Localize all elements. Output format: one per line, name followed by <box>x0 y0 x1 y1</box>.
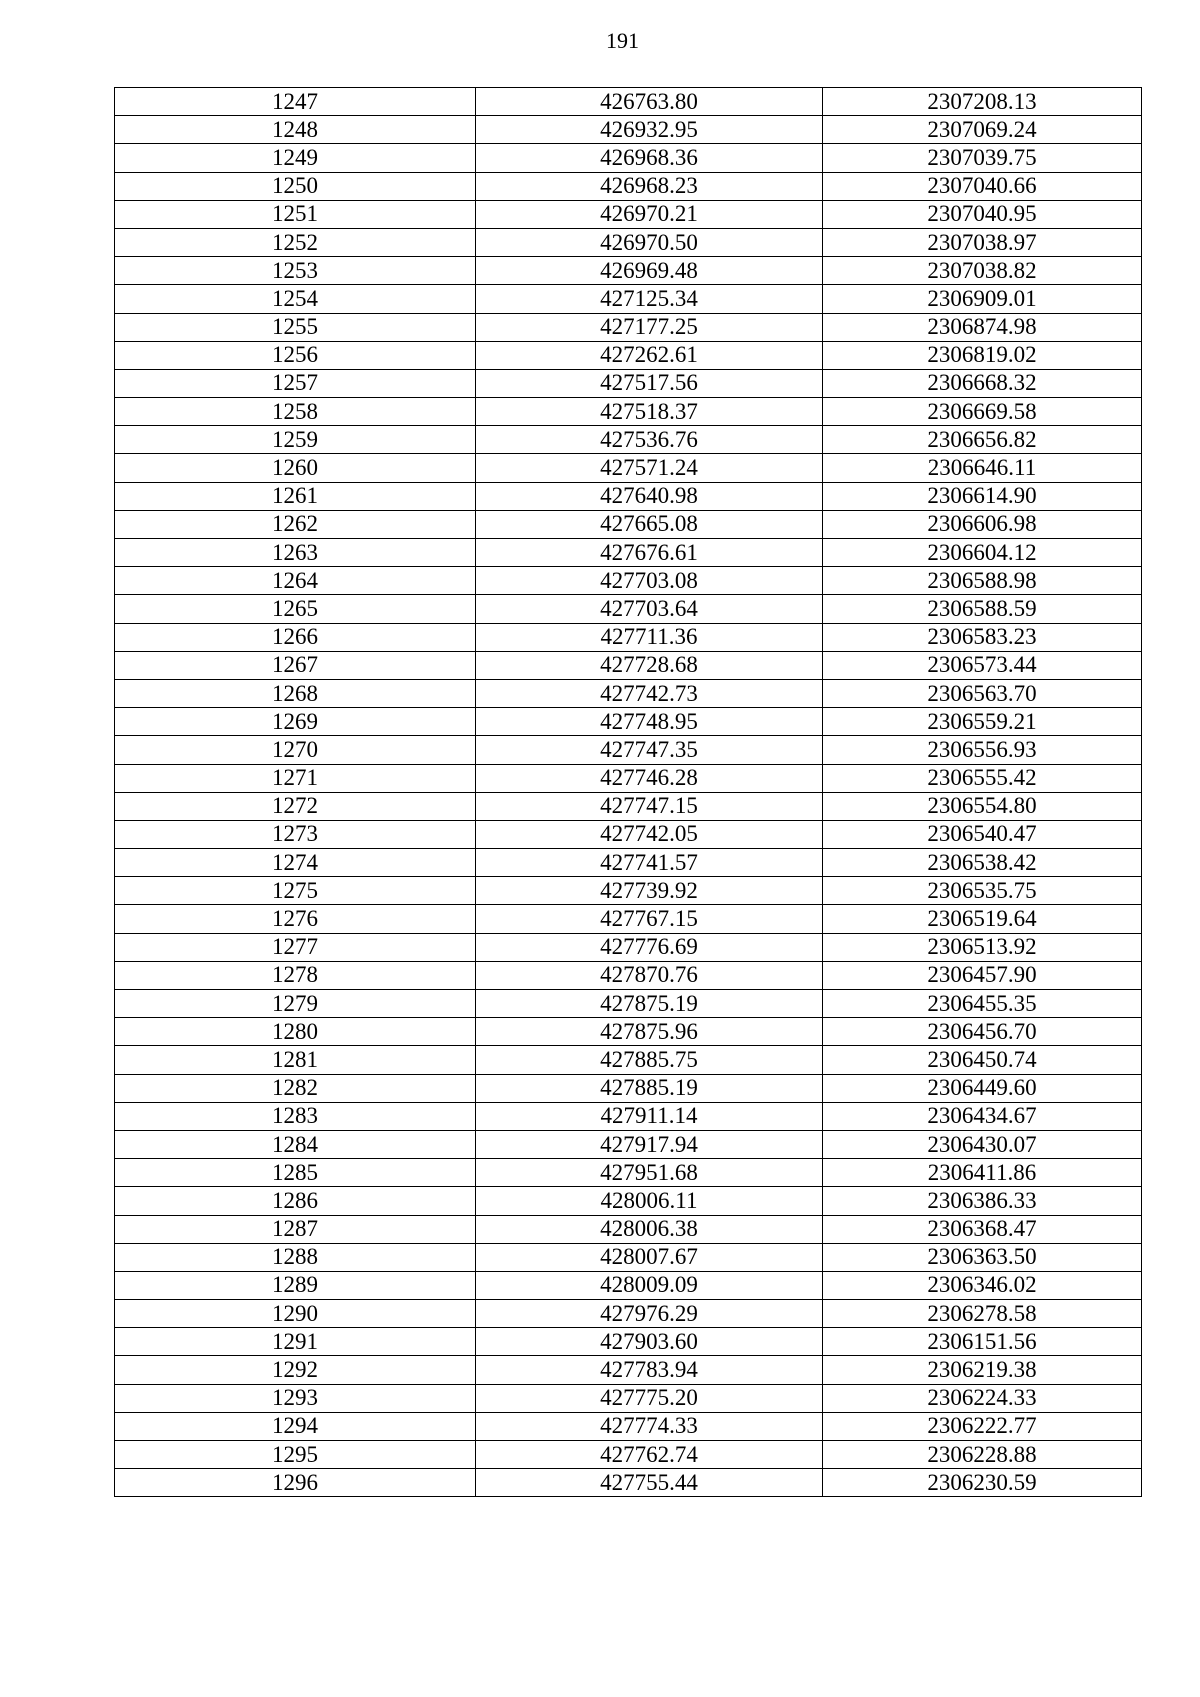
point-number-cell: 1261 <box>115 482 476 510</box>
y-coordinate-cell: 2306646.11 <box>823 454 1142 482</box>
y-coordinate-cell: 2306513.92 <box>823 933 1142 961</box>
x-coordinate-cell: 426763.80 <box>476 88 823 116</box>
point-number-cell: 1294 <box>115 1412 476 1440</box>
x-coordinate-cell: 426968.36 <box>476 144 823 172</box>
table-row <box>115 482 1142 510</box>
x-coordinate-cell: 427125.34 <box>476 285 823 313</box>
table-row <box>115 341 1142 369</box>
x-coordinate-cell: 427747.15 <box>476 792 823 820</box>
table-row <box>115 736 1142 764</box>
point-number-cell: 1258 <box>115 398 476 426</box>
x-coordinate-cell: 428009.09 <box>476 1271 823 1299</box>
x-coordinate-cell: 428006.38 <box>476 1215 823 1243</box>
y-coordinate-cell: 2306228.88 <box>823 1441 1142 1469</box>
point-number-cell: 1289 <box>115 1271 476 1299</box>
table-row <box>115 651 1142 679</box>
table-row <box>115 708 1142 736</box>
point-number-cell: 1253 <box>115 257 476 285</box>
y-coordinate-cell: 2306449.60 <box>823 1074 1142 1102</box>
table-row <box>115 877 1142 905</box>
table-row <box>115 116 1142 144</box>
point-number-cell: 1274 <box>115 849 476 877</box>
table-row <box>115 1130 1142 1158</box>
x-coordinate-cell: 427917.94 <box>476 1130 823 1158</box>
point-number-cell: 1292 <box>115 1356 476 1384</box>
y-coordinate-cell: 2306540.47 <box>823 820 1142 848</box>
y-coordinate-cell: 2306668.32 <box>823 369 1142 397</box>
y-coordinate-cell: 2306559.21 <box>823 708 1142 736</box>
x-coordinate-cell: 427767.15 <box>476 905 823 933</box>
point-number-cell: 1262 <box>115 510 476 538</box>
y-coordinate-cell: 2306554.80 <box>823 792 1142 820</box>
table-row <box>115 905 1142 933</box>
table-row <box>115 1384 1142 1412</box>
y-coordinate-cell: 2306656.82 <box>823 426 1142 454</box>
y-coordinate-cell: 2306563.70 <box>823 679 1142 707</box>
x-coordinate-cell: 427742.73 <box>476 679 823 707</box>
y-coordinate-cell: 2306224.33 <box>823 1384 1142 1412</box>
x-coordinate-cell: 427517.56 <box>476 369 823 397</box>
point-number-cell: 1263 <box>115 539 476 567</box>
point-number-cell: 1264 <box>115 567 476 595</box>
x-coordinate-cell: 427911.14 <box>476 1102 823 1130</box>
y-coordinate-cell: 2306151.56 <box>823 1328 1142 1356</box>
table-row <box>115 1300 1142 1328</box>
table-row <box>115 285 1142 313</box>
point-number-cell: 1268 <box>115 679 476 707</box>
x-coordinate-cell: 427875.96 <box>476 1018 823 1046</box>
table-row <box>115 1187 1142 1215</box>
table-row <box>115 1356 1142 1384</box>
y-coordinate-cell: 2306669.58 <box>823 398 1142 426</box>
x-coordinate-cell: 427640.98 <box>476 482 823 510</box>
y-coordinate-cell: 2306606.98 <box>823 510 1142 538</box>
point-number-cell: 1265 <box>115 595 476 623</box>
x-coordinate-cell: 427951.68 <box>476 1159 823 1187</box>
x-coordinate-cell: 427755.44 <box>476 1469 823 1497</box>
x-coordinate-cell: 427703.08 <box>476 567 823 595</box>
x-coordinate-cell: 427776.69 <box>476 933 823 961</box>
x-coordinate-cell: 427518.37 <box>476 398 823 426</box>
y-coordinate-cell: 2306222.77 <box>823 1412 1142 1440</box>
point-number-cell: 1249 <box>115 144 476 172</box>
table-row <box>115 228 1142 256</box>
x-coordinate-cell: 426970.21 <box>476 200 823 228</box>
y-coordinate-cell: 2306386.33 <box>823 1187 1142 1215</box>
table-row <box>115 144 1142 172</box>
y-coordinate-cell: 2306614.90 <box>823 482 1142 510</box>
table-row <box>115 257 1142 285</box>
point-number-cell: 1269 <box>115 708 476 736</box>
point-number-cell: 1282 <box>115 1074 476 1102</box>
y-coordinate-cell: 2306556.93 <box>823 736 1142 764</box>
table-row <box>115 933 1142 961</box>
y-coordinate-cell: 2307040.66 <box>823 172 1142 200</box>
x-coordinate-cell: 427536.76 <box>476 426 823 454</box>
y-coordinate-cell: 2306278.58 <box>823 1300 1142 1328</box>
y-coordinate-cell: 2306588.59 <box>823 595 1142 623</box>
table-row <box>115 849 1142 877</box>
table-row <box>115 1469 1142 1497</box>
table-row <box>115 369 1142 397</box>
x-coordinate-cell: 427903.60 <box>476 1328 823 1356</box>
point-number-cell: 1277 <box>115 933 476 961</box>
y-coordinate-cell: 2306457.90 <box>823 961 1142 989</box>
x-coordinate-cell: 426932.95 <box>476 116 823 144</box>
point-number-cell: 1256 <box>115 341 476 369</box>
point-number-cell: 1291 <box>115 1328 476 1356</box>
point-number-cell: 1286 <box>115 1187 476 1215</box>
table-row <box>115 1271 1142 1299</box>
point-number-cell: 1287 <box>115 1215 476 1243</box>
x-coordinate-cell: 427741.57 <box>476 849 823 877</box>
coordinates-table <box>114 87 1142 1497</box>
table-row <box>115 1328 1142 1356</box>
x-coordinate-cell: 426968.23 <box>476 172 823 200</box>
table-row <box>115 792 1142 820</box>
table-row <box>115 567 1142 595</box>
point-number-cell: 1259 <box>115 426 476 454</box>
y-coordinate-cell: 2307069.24 <box>823 116 1142 144</box>
point-number-cell: 1279 <box>115 990 476 1018</box>
x-coordinate-cell: 426970.50 <box>476 228 823 256</box>
y-coordinate-cell: 2306368.47 <box>823 1215 1142 1243</box>
table-row <box>115 398 1142 426</box>
y-coordinate-cell: 2306346.02 <box>823 1271 1142 1299</box>
x-coordinate-cell: 427571.24 <box>476 454 823 482</box>
point-number-cell: 1276 <box>115 905 476 933</box>
x-coordinate-cell: 427875.19 <box>476 990 823 1018</box>
table-row <box>115 88 1142 116</box>
table-row <box>115 510 1142 538</box>
x-coordinate-cell: 427748.95 <box>476 708 823 736</box>
point-number-cell: 1284 <box>115 1130 476 1158</box>
table-row <box>115 595 1142 623</box>
table-row <box>115 426 1142 454</box>
y-coordinate-cell: 2307208.13 <box>823 88 1142 116</box>
point-number-cell: 1255 <box>115 313 476 341</box>
table-row <box>115 1074 1142 1102</box>
point-number-cell: 1251 <box>115 200 476 228</box>
table-row <box>115 454 1142 482</box>
point-number-cell: 1260 <box>115 454 476 482</box>
x-coordinate-cell: 427976.29 <box>476 1300 823 1328</box>
y-coordinate-cell: 2306455.35 <box>823 990 1142 1018</box>
y-coordinate-cell: 2306434.67 <box>823 1102 1142 1130</box>
table-row <box>115 990 1142 1018</box>
x-coordinate-cell: 427762.74 <box>476 1441 823 1469</box>
coordinates-table-body <box>115 88 1142 1497</box>
x-coordinate-cell: 428007.67 <box>476 1243 823 1271</box>
point-number-cell: 1288 <box>115 1243 476 1271</box>
point-number-cell: 1250 <box>115 172 476 200</box>
table-row <box>115 539 1142 567</box>
x-coordinate-cell: 427665.08 <box>476 510 823 538</box>
y-coordinate-cell: 2307040.95 <box>823 200 1142 228</box>
point-number-cell: 1248 <box>115 116 476 144</box>
point-number-cell: 1295 <box>115 1441 476 1469</box>
x-coordinate-cell: 427885.19 <box>476 1074 823 1102</box>
table-row <box>115 1046 1142 1074</box>
y-coordinate-cell: 2306573.44 <box>823 651 1142 679</box>
table-row <box>115 1215 1142 1243</box>
point-number-cell: 1290 <box>115 1300 476 1328</box>
table-row <box>115 1243 1142 1271</box>
table-row <box>115 1441 1142 1469</box>
point-number-cell: 1285 <box>115 1159 476 1187</box>
x-coordinate-cell: 427783.94 <box>476 1356 823 1384</box>
point-number-cell: 1272 <box>115 792 476 820</box>
table-row <box>115 1412 1142 1440</box>
y-coordinate-cell: 2307038.82 <box>823 257 1142 285</box>
x-coordinate-cell: 427739.92 <box>476 877 823 905</box>
point-number-cell: 1293 <box>115 1384 476 1412</box>
x-coordinate-cell: 427747.35 <box>476 736 823 764</box>
x-coordinate-cell: 427262.61 <box>476 341 823 369</box>
point-number-cell: 1271 <box>115 764 476 792</box>
y-coordinate-cell: 2306450.74 <box>823 1046 1142 1074</box>
table-row <box>115 200 1142 228</box>
table-row <box>115 623 1142 651</box>
y-coordinate-cell: 2306519.64 <box>823 905 1142 933</box>
point-number-cell: 1275 <box>115 877 476 905</box>
x-coordinate-cell: 427775.20 <box>476 1384 823 1412</box>
x-coordinate-cell: 427728.68 <box>476 651 823 679</box>
point-number-cell: 1247 <box>115 88 476 116</box>
y-coordinate-cell: 2307038.97 <box>823 228 1142 256</box>
y-coordinate-cell: 2306909.01 <box>823 285 1142 313</box>
table-row <box>115 172 1142 200</box>
table-row <box>115 679 1142 707</box>
x-coordinate-cell: 427703.64 <box>476 595 823 623</box>
x-coordinate-cell: 427711.36 <box>476 623 823 651</box>
x-coordinate-cell: 428006.11 <box>476 1187 823 1215</box>
x-coordinate-cell: 427885.75 <box>476 1046 823 1074</box>
page-number: 191 <box>606 28 639 53</box>
y-coordinate-cell: 2306363.50 <box>823 1243 1142 1271</box>
table-row <box>115 1102 1142 1130</box>
point-number-cell: 1273 <box>115 820 476 848</box>
x-coordinate-cell: 427177.25 <box>476 313 823 341</box>
y-coordinate-cell: 2306535.75 <box>823 877 1142 905</box>
point-number-cell: 1257 <box>115 369 476 397</box>
table-row <box>115 313 1142 341</box>
point-number-cell: 1252 <box>115 228 476 256</box>
point-number-cell: 1254 <box>115 285 476 313</box>
table-row <box>115 764 1142 792</box>
x-coordinate-cell: 427742.05 <box>476 820 823 848</box>
y-coordinate-cell: 2307039.75 <box>823 144 1142 172</box>
point-number-cell: 1296 <box>115 1469 476 1497</box>
table-row <box>115 1018 1142 1046</box>
y-coordinate-cell: 2306456.70 <box>823 1018 1142 1046</box>
y-coordinate-cell: 2306430.07 <box>823 1130 1142 1158</box>
x-coordinate-cell: 427676.61 <box>476 539 823 567</box>
y-coordinate-cell: 2306230.59 <box>823 1469 1142 1497</box>
point-number-cell: 1280 <box>115 1018 476 1046</box>
table-row <box>115 1159 1142 1187</box>
y-coordinate-cell: 2306588.98 <box>823 567 1142 595</box>
table-row <box>115 961 1142 989</box>
y-coordinate-cell: 2306538.42 <box>823 849 1142 877</box>
point-number-cell: 1278 <box>115 961 476 989</box>
point-number-cell: 1270 <box>115 736 476 764</box>
y-coordinate-cell: 2306819.02 <box>823 341 1142 369</box>
x-coordinate-cell: 427774.33 <box>476 1412 823 1440</box>
y-coordinate-cell: 2306874.98 <box>823 313 1142 341</box>
x-coordinate-cell: 427746.28 <box>476 764 823 792</box>
point-number-cell: 1283 <box>115 1102 476 1130</box>
point-number-cell: 1281 <box>115 1046 476 1074</box>
y-coordinate-cell: 2306555.42 <box>823 764 1142 792</box>
y-coordinate-cell: 2306219.38 <box>823 1356 1142 1384</box>
table-row <box>115 820 1142 848</box>
x-coordinate-cell: 426969.48 <box>476 257 823 285</box>
y-coordinate-cell: 2306411.86 <box>823 1159 1142 1187</box>
x-coordinate-cell: 427870.76 <box>476 961 823 989</box>
y-coordinate-cell: 2306604.12 <box>823 539 1142 567</box>
point-number-cell: 1266 <box>115 623 476 651</box>
y-coordinate-cell: 2306583.23 <box>823 623 1142 651</box>
point-number-cell: 1267 <box>115 651 476 679</box>
